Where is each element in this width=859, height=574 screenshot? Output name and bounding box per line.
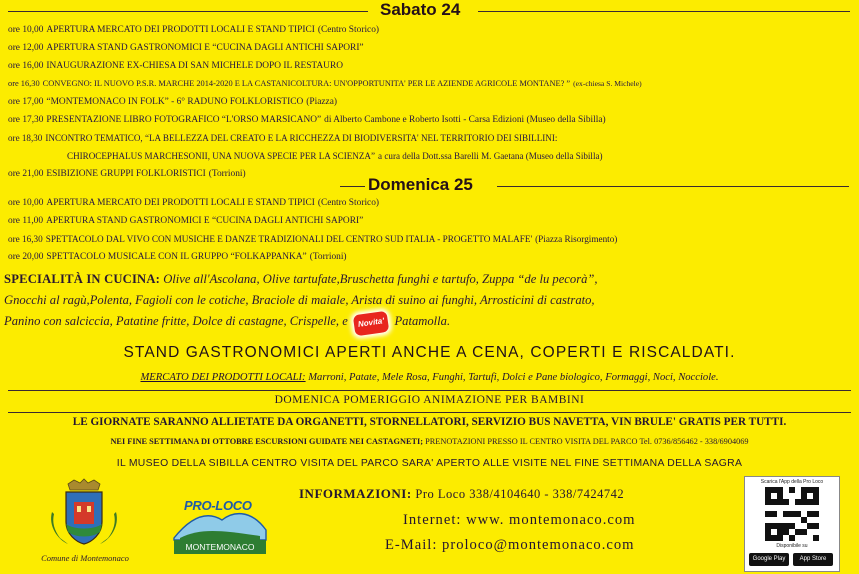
- info-line: [299, 486, 624, 502]
- divider: [8, 11, 368, 12]
- event-time: ore 10,00: [8, 25, 44, 35]
- event-time: ore 11,00: [8, 216, 44, 226]
- mercato-items: Marroni, Patate, Mele Rosa, Funghi, Tartufi, Dolci e Pane biologico, Formaggi, Noci, Nocciole.: [308, 372, 719, 383]
- event-time: ore 20,00: [8, 252, 44, 262]
- event-location: (ex-chiesa S. Michele): [573, 79, 642, 88]
- event-location: a cura della Dott.ssa Barelli M. Gaetana (Museo della Sibilla): [378, 151, 603, 161]
- event-row: [8, 215, 363, 227]
- mercato-line: [0, 372, 859, 383]
- divider: [8, 412, 851, 413]
- escursioni-line: [0, 437, 859, 446]
- event-description: APERTURA MERCATO DEI PRODOTTI LOCALI E STAND TIPICI: [46, 25, 315, 35]
- event-time: ore 16,00: [8, 61, 44, 71]
- info-phones: Pro Loco 338/4104640 - 338/7424742: [415, 487, 625, 501]
- specialita-label: SPECIALITÀ IN CUCINA:: [4, 272, 161, 286]
- specialita-line-3: [4, 312, 859, 334]
- event-location: (Torrioni): [208, 169, 246, 179]
- event-description: INCONTRO TEMATICO, “LA BELLEZZA DEL CREATO E LA RICCHEZZA DI BIODIVERSITA' NEL TERRITORIO DEI SIBILLINI:: [45, 133, 558, 143]
- event-description: APERTURA MERCATO DEI PRODOTTI LOCALI E STAND TIPICI: [46, 198, 315, 208]
- event-time: ore 12,00: [8, 43, 44, 53]
- event-description: SPETTACOLO MUSICALE CON IL GRUPPO “FOLKAPPANKA”: [46, 252, 307, 262]
- qr-caption: Scarica l'App della Pro Loco: [760, 479, 824, 485]
- qr-available: Disponibile su: [776, 543, 808, 549]
- info-label: INFORMAZIONI:: [299, 486, 412, 501]
- event-description: “MONTEMONACO IN FOLK” - 6° RADUNO FOLKLORISTICO: [46, 97, 304, 107]
- event-row: [8, 42, 364, 54]
- event-row: [8, 24, 379, 36]
- proloco-name: MONTEMONACO: [174, 540, 266, 554]
- specialita-text-3: Panino con salciccia, Patatine fritte, Dolce di castagne, Crispelle, e: [4, 314, 348, 328]
- event-row: [8, 132, 557, 144]
- event-location: (Centro Storico): [317, 198, 380, 208]
- sunday-header: [0, 175, 859, 195]
- comune-crest-icon: [44, 478, 124, 550]
- mercato-label: MERCATO DEI PRODOTTI LOCALI:: [140, 372, 306, 383]
- google-play-badge[interactable]: Google Play: [749, 553, 789, 566]
- event-time: ore 17,00: [8, 97, 44, 107]
- divider: [8, 390, 851, 391]
- comune-logo: [20, 478, 150, 570]
- saturday-title: Sabato 24: [380, 0, 461, 19]
- event-time: ore 16,30: [8, 79, 40, 88]
- event-location: (Piazza Risorgimento): [535, 234, 618, 244]
- saturday-header: [0, 0, 859, 20]
- stand-headline: STAND GASTRONOMICI APERTI ANCHE A CENA, COPERTI E RISCALDATI.: [123, 344, 736, 361]
- event-row: [8, 233, 617, 245]
- event-row: [8, 96, 337, 108]
- divider: [478, 11, 850, 12]
- event-location: (Centro Storico): [317, 25, 380, 35]
- specialita-line-1: [4, 270, 859, 289]
- sunday-title: Domenica 25: [368, 175, 473, 194]
- event-description: PRESENTAZIONE LIBRO FOTOGRAFICO “L'ORSO MARSICANO”: [46, 115, 322, 125]
- event-time: ore 16,30: [8, 234, 43, 244]
- event-row: [8, 60, 343, 72]
- comune-label: Comune di Montemonaco: [41, 553, 129, 563]
- event-location: (Torrioni): [309, 252, 347, 262]
- divider: [340, 186, 365, 187]
- museo-line: IL MUSEO DELLA SIBILLA CENTRO VISITA DEL PARCO SARA' APERTO ALLE VISITE NEL FINE SETTIMANA DELLA SAGRA: [116, 458, 743, 469]
- event-description: SPETTACOLO DAL VIVO CON MUSICHE E DANZE TRADIZIONALI DEL CENTRO SUD ITALIA - PROGETTO MALAFE': [45, 234, 533, 244]
- giornate-line: LE GIORNATE SARANNO ALLIETATE DA ORGANETTI, STORNELLATORI, SERVIZIO BUS NAVETTA, VIN BRULE' GRATIS PER TUTTI.: [72, 416, 787, 428]
- proloco-logo-text: PRO-LOCO: [184, 498, 252, 513]
- event-description: CHIROCEPHALUS MARCHESONII, UNA NUOVA SPECIE PER LA SCIENZA”: [67, 151, 376, 161]
- proloco-logo: [170, 484, 270, 564]
- event-row: [67, 150, 603, 162]
- escursioni-rest: PRENOTAZIONI PRESSO IL CENTRO VISITA DEL PARCO Tel. 0736/856462 - 338/6904069: [425, 437, 749, 446]
- event-description: APERTURA STAND GASTRONOMICI E “CUCINA DAGLI ANTICHI SAPORI”: [46, 216, 364, 226]
- event-location: di Alberto Cambone e Roberto Isotti - Carsa Edizioni (Museo della Sibilla): [324, 115, 606, 125]
- event-description: INAUGURAZIONE EX-CHIESA DI SAN MICHELE DOPO IL RESTAURO: [46, 61, 343, 71]
- app-store-badge[interactable]: App Store: [793, 553, 833, 566]
- specialita-text-1: Olive all'Ascolana, Olive tartufate,Bruschetta funghi e tartufo, Zuppa “de lu pecorà”,: [163, 272, 598, 286]
- qr-panel: [744, 476, 840, 572]
- event-location: (Piazza): [306, 97, 338, 107]
- specialita-text-3b: Patamolla.: [394, 314, 451, 328]
- event-time: ore 17,30: [8, 115, 44, 125]
- event-description: ESIBIZIONE GRUPPI FOLKLORISTICI: [46, 169, 206, 179]
- event-description: APERTURA STAND GASTRONOMICI E “CUCINA DAGLI ANTICHI SAPORI”: [46, 43, 364, 53]
- event-row: [8, 78, 642, 90]
- escursioni-bold: NEI FINE SETTIMANA DI OTTOBRE ESCURSIONI GUIDATE NEI CASTAGNETI;: [110, 437, 424, 446]
- email-line: E-Mail: proloco@montemonaco.com: [385, 537, 635, 553]
- event-time: ore 21,00: [8, 169, 44, 179]
- event-time: ore 18,30: [8, 133, 43, 143]
- event-description: CONVEGNO: IL NUOVO P.S.R. MARCHE 2014-2020 E LA CASTANICOLTURA: UN'OPPORTUNITA' PER LE AZIENDE AGRICOLE MONTANE? ”: [42, 79, 571, 88]
- domenica-bambini: DOMENICA POMERIGGIO ANIMAZIONE PER BAMBINI: [274, 394, 585, 406]
- event-row: [8, 114, 606, 126]
- qr-code-icon[interactable]: [765, 487, 819, 541]
- event-row: [8, 251, 347, 263]
- specialita-line-2: Gnocchi al ragù,Polenta, Fagioli con le cotiche, Braciole di maiale, Arista di suino ai funghi, Arrosticini di castrato,: [4, 293, 595, 307]
- event-time: ore 10,00: [8, 198, 44, 208]
- divider: [497, 186, 849, 187]
- internet-line: Internet: www. montemonaco.com: [403, 512, 636, 528]
- novita-badge: Novita': [353, 311, 390, 336]
- event-row: [8, 197, 379, 209]
